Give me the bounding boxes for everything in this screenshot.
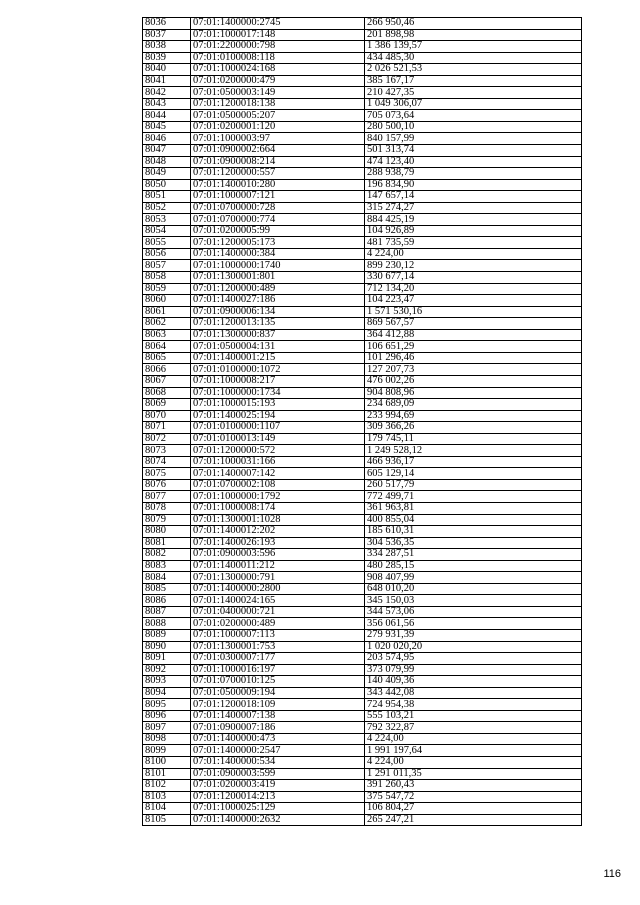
table-row <box>143 768 582 780</box>
table-row <box>143 283 582 295</box>
table-row <box>143 791 582 803</box>
table-row <box>143 676 582 688</box>
cadastral-number-cell: 07:01:1000025:129 <box>191 803 365 815</box>
row-number-cell: 8071 <box>143 422 191 434</box>
value-cell: 106 651,29 <box>365 341 582 353</box>
row-number-cell: 8080 <box>143 526 191 538</box>
row-number-cell: 8044 <box>143 110 191 122</box>
cadastral-number-cell: 07:01:1200000:557 <box>191 168 365 180</box>
value-cell: 2 026 521,53 <box>365 64 582 76</box>
row-number-cell: 8075 <box>143 468 191 480</box>
row-number-cell: 8038 <box>143 41 191 53</box>
value-cell: 1 020 020,20 <box>365 641 582 653</box>
table-row <box>143 329 582 341</box>
cadastral-number-cell: 07:01:0500005:207 <box>191 110 365 122</box>
table-row <box>143 410 582 422</box>
value-cell: 1 249 528,12 <box>365 445 582 457</box>
table-row <box>143 606 582 618</box>
table-row <box>143 272 582 284</box>
cadastral-number-cell: 07:01:0200000:479 <box>191 75 365 87</box>
row-number-cell: 8041 <box>143 75 191 87</box>
row-number-cell: 8074 <box>143 456 191 468</box>
table-row <box>143 318 582 330</box>
row-number-cell: 8089 <box>143 629 191 641</box>
page-number: 116 <box>603 868 621 880</box>
table-row <box>143 583 582 595</box>
table-row <box>143 168 582 180</box>
value-cell: 203 574,95 <box>365 653 582 665</box>
cadastral-number-cell: 07:01:1000016:197 <box>191 664 365 676</box>
table-row <box>143 260 582 272</box>
table-row <box>143 121 582 133</box>
cadastral-number-cell: 07:01:1000031:166 <box>191 456 365 468</box>
value-cell: 4 224,00 <box>365 757 582 769</box>
value-cell: 260 517,79 <box>365 479 582 491</box>
cadastral-number-cell: 07:01:1300001:801 <box>191 272 365 284</box>
cadastral-number-cell: 07:01:0900003:599 <box>191 768 365 780</box>
table-row <box>143 664 582 676</box>
row-number-cell: 8049 <box>143 168 191 180</box>
row-number-cell: 8105 <box>143 814 191 826</box>
table-row <box>143 653 582 665</box>
value-cell: 705 073,64 <box>365 110 582 122</box>
cadastral-number-cell: 07:01:1400000:473 <box>191 733 365 745</box>
value-cell: 185 610,31 <box>365 526 582 538</box>
value-cell: 391 260,43 <box>365 780 582 792</box>
row-number-cell: 8083 <box>143 560 191 572</box>
row-number-cell: 8068 <box>143 387 191 399</box>
row-number-cell: 8092 <box>143 664 191 676</box>
value-cell: 474 123,40 <box>365 156 582 168</box>
table-row <box>143 87 582 99</box>
row-number-cell: 8040 <box>143 64 191 76</box>
value-cell: 210 427,35 <box>365 87 582 99</box>
cadastral-number-cell: 07:01:1200005:173 <box>191 237 365 249</box>
value-cell: 315 274,27 <box>365 202 582 214</box>
table-row <box>143 745 582 757</box>
cadastral-number-cell: 07:01:1000015:193 <box>191 399 365 411</box>
row-number-cell: 8058 <box>143 272 191 284</box>
cadastral-number-cell: 07:01:1400000:2745 <box>191 18 365 30</box>
cadastral-number-cell: 07:01:0100008:118 <box>191 52 365 64</box>
table-row <box>143 306 582 318</box>
value-cell: 908 407,99 <box>365 572 582 584</box>
registry-table-body <box>143 18 582 826</box>
value-cell: 361 963,81 <box>365 502 582 514</box>
table-row <box>143 526 582 538</box>
table-row <box>143 29 582 41</box>
table-row <box>143 514 582 526</box>
value-cell: 179 745,11 <box>365 433 582 445</box>
table-row <box>143 422 582 434</box>
cadastral-number-cell: 07:01:2200000:798 <box>191 41 365 53</box>
cadastral-number-cell: 07:01:1200000:489 <box>191 283 365 295</box>
value-cell: 476 002,26 <box>365 375 582 387</box>
value-cell: 279 931,39 <box>365 629 582 641</box>
table-row <box>143 352 582 364</box>
value-cell: 840 157,99 <box>365 133 582 145</box>
value-cell: 266 950,46 <box>365 18 582 30</box>
value-cell: 233 994,69 <box>365 410 582 422</box>
row-number-cell: 8070 <box>143 410 191 422</box>
table-row <box>143 757 582 769</box>
cadastral-number-cell: 07:01:1000017:148 <box>191 29 365 41</box>
row-number-cell: 8090 <box>143 641 191 653</box>
value-cell: 466 936,17 <box>365 456 582 468</box>
cadastral-number-cell: 07:01:1400007:142 <box>191 468 365 480</box>
value-cell: 712 134,20 <box>365 283 582 295</box>
value-cell: 101 296,46 <box>365 352 582 364</box>
value-cell: 1 291 011,35 <box>365 768 582 780</box>
table-row <box>143 456 582 468</box>
cadastral-number-cell: 07:01:0500004:131 <box>191 341 365 353</box>
cadastral-number-cell: 07:01:0400000:721 <box>191 606 365 618</box>
row-number-cell: 8085 <box>143 583 191 595</box>
table-row <box>143 41 582 53</box>
cadastral-number-cell: 07:01:0200005:99 <box>191 225 365 237</box>
value-cell: 899 230,12 <box>365 260 582 272</box>
table-row <box>143 179 582 191</box>
cadastral-number-cell: 07:01:0100000:1107 <box>191 422 365 434</box>
value-cell: 481 735,59 <box>365 237 582 249</box>
value-cell: 330 677,14 <box>365 272 582 284</box>
table-row <box>143 145 582 157</box>
value-cell: 364 412,88 <box>365 329 582 341</box>
row-number-cell: 8096 <box>143 710 191 722</box>
row-number-cell: 8064 <box>143 341 191 353</box>
row-number-cell: 8065 <box>143 352 191 364</box>
cadastral-number-cell: 07:01:0500003:149 <box>191 87 365 99</box>
table-row <box>143 75 582 87</box>
value-cell: 104 223,47 <box>365 295 582 307</box>
cadastral-number-cell: 07:01:1400026:193 <box>191 537 365 549</box>
table-row <box>143 237 582 249</box>
row-number-cell: 8051 <box>143 191 191 203</box>
row-number-cell: 8100 <box>143 757 191 769</box>
row-number-cell: 8087 <box>143 606 191 618</box>
cadastral-number-cell: 07:01:1400001:215 <box>191 352 365 364</box>
cadastral-number-cell: 07:01:1300000:837 <box>191 329 365 341</box>
value-cell: 280 500,10 <box>365 121 582 133</box>
cadastral-number-cell: 07:01:1200014:213 <box>191 791 365 803</box>
cadastral-number-cell: 07:01:0900002:664 <box>191 145 365 157</box>
row-number-cell: 8097 <box>143 722 191 734</box>
value-cell: 400 855,04 <box>365 514 582 526</box>
row-number-cell: 8093 <box>143 676 191 688</box>
value-cell: 304 536,35 <box>365 537 582 549</box>
table-row <box>143 364 582 376</box>
cadastral-number-cell: 07:01:0900003:596 <box>191 549 365 561</box>
table-row <box>143 687 582 699</box>
row-number-cell: 8098 <box>143 733 191 745</box>
row-number-cell: 8052 <box>143 202 191 214</box>
value-cell: 385 167,17 <box>365 75 582 87</box>
value-cell: 147 657,14 <box>365 191 582 203</box>
row-number-cell: 8077 <box>143 491 191 503</box>
table-row <box>143 214 582 226</box>
cadastral-number-cell: 07:01:0200003:419 <box>191 780 365 792</box>
cadastral-number-cell: 07:01:1000008:217 <box>191 375 365 387</box>
table-row <box>143 98 582 110</box>
value-cell: 265 247,21 <box>365 814 582 826</box>
cadastral-number-cell: 07:01:0100000:1072 <box>191 364 365 376</box>
cadastral-number-cell: 07:01:1000000:1792 <box>191 491 365 503</box>
value-cell: 127 207,73 <box>365 364 582 376</box>
row-number-cell: 8053 <box>143 214 191 226</box>
row-number-cell: 8046 <box>143 133 191 145</box>
value-cell: 4 224,00 <box>365 733 582 745</box>
row-number-cell: 8103 <box>143 791 191 803</box>
value-cell: 648 010,20 <box>365 583 582 595</box>
value-cell: 904 808,96 <box>365 387 582 399</box>
cadastral-number-cell: 07:01:0200000:489 <box>191 618 365 630</box>
cadastral-number-cell: 07:01:1400010:280 <box>191 179 365 191</box>
row-number-cell: 8056 <box>143 248 191 260</box>
value-cell: 309 366,26 <box>365 422 582 434</box>
value-cell: 869 567,57 <box>365 318 582 330</box>
row-number-cell: 8055 <box>143 237 191 249</box>
value-cell: 196 834,90 <box>365 179 582 191</box>
value-cell: 104 926,89 <box>365 225 582 237</box>
row-number-cell: 8091 <box>143 653 191 665</box>
cadastral-number-cell: 07:01:0700002:108 <box>191 479 365 491</box>
row-number-cell: 8086 <box>143 595 191 607</box>
cadastral-number-cell: 07:01:1400007:138 <box>191 710 365 722</box>
value-cell: 4 224,00 <box>365 248 582 260</box>
value-cell: 1 991 197,64 <box>365 745 582 757</box>
row-number-cell: 8084 <box>143 572 191 584</box>
row-number-cell: 8060 <box>143 295 191 307</box>
row-number-cell: 8057 <box>143 260 191 272</box>
value-cell: 501 313,74 <box>365 145 582 157</box>
cadastral-number-cell: 07:01:1400027:186 <box>191 295 365 307</box>
row-number-cell: 8102 <box>143 780 191 792</box>
value-cell: 343 442,08 <box>365 687 582 699</box>
cadastral-number-cell: 07:01:1400000:534 <box>191 757 365 769</box>
row-number-cell: 8042 <box>143 87 191 99</box>
row-number-cell: 8063 <box>143 329 191 341</box>
cadastral-number-cell: 07:01:1200018:109 <box>191 699 365 711</box>
table-row <box>143 433 582 445</box>
cadastral-number-cell: 07:01:1400012:202 <box>191 526 365 538</box>
cadastral-number-cell: 07:01:1300001:753 <box>191 641 365 653</box>
row-number-cell: 8054 <box>143 225 191 237</box>
row-number-cell: 8088 <box>143 618 191 630</box>
cadastral-number-cell: 07:01:0900006:134 <box>191 306 365 318</box>
row-number-cell: 8079 <box>143 514 191 526</box>
cadastral-number-cell: 07:01:1200013:135 <box>191 318 365 330</box>
cadastral-number-cell: 07:01:1300001:1028 <box>191 514 365 526</box>
row-number-cell: 8072 <box>143 433 191 445</box>
value-cell: 375 547,72 <box>365 791 582 803</box>
table-row <box>143 399 582 411</box>
table-row <box>143 110 582 122</box>
cadastral-number-cell: 07:01:0700000:728 <box>191 202 365 214</box>
table-row <box>143 387 582 399</box>
registry-table <box>142 17 582 826</box>
table-row <box>143 375 582 387</box>
value-cell: 373 079,99 <box>365 664 582 676</box>
row-number-cell: 8062 <box>143 318 191 330</box>
row-number-cell: 8094 <box>143 687 191 699</box>
cadastral-number-cell: 07:01:1000008:174 <box>191 502 365 514</box>
value-cell: 356 061,56 <box>365 618 582 630</box>
value-cell: 106 804,27 <box>365 803 582 815</box>
cadastral-number-cell: 07:01:0700000:774 <box>191 214 365 226</box>
cadastral-number-cell: 07:01:1200018:138 <box>191 98 365 110</box>
table-row <box>143 699 582 711</box>
table-row <box>143 733 582 745</box>
table-row <box>143 191 582 203</box>
cadastral-number-cell: 07:01:0200001:120 <box>191 121 365 133</box>
table-row <box>143 479 582 491</box>
cadastral-number-cell: 07:01:1400025:194 <box>191 410 365 422</box>
cadastral-number-cell: 07:01:1000007:113 <box>191 629 365 641</box>
cadastral-number-cell: 07:01:0900008:214 <box>191 156 365 168</box>
table-row <box>143 341 582 353</box>
table-row <box>143 18 582 30</box>
value-cell: 605 129,14 <box>365 468 582 480</box>
value-cell: 344 573,06 <box>365 606 582 618</box>
cadastral-number-cell: 07:01:1400000:384 <box>191 248 365 260</box>
cadastral-number-cell: 07:01:1400011:212 <box>191 560 365 572</box>
cadastral-number-cell: 07:01:1400000:2632 <box>191 814 365 826</box>
row-number-cell: 8050 <box>143 179 191 191</box>
table-row <box>143 156 582 168</box>
row-number-cell: 8061 <box>143 306 191 318</box>
cadastral-number-cell: 07:01:0700010:125 <box>191 676 365 688</box>
value-cell: 234 689,09 <box>365 399 582 411</box>
table-row <box>143 641 582 653</box>
cadastral-number-cell: 07:01:1400024:165 <box>191 595 365 607</box>
value-cell: 724 954,38 <box>365 699 582 711</box>
value-cell: 792 322,87 <box>365 722 582 734</box>
value-cell: 288 938,79 <box>365 168 582 180</box>
value-cell: 1 386 139,57 <box>365 41 582 53</box>
table-row <box>143 468 582 480</box>
cadastral-number-cell: 07:01:1000003:97 <box>191 133 365 145</box>
table-row <box>143 225 582 237</box>
value-cell: 140 409,36 <box>365 676 582 688</box>
value-cell: 434 485,30 <box>365 52 582 64</box>
table-row <box>143 560 582 572</box>
table-row <box>143 133 582 145</box>
value-cell: 555 103,21 <box>365 710 582 722</box>
cadastral-number-cell: 07:01:0100013:149 <box>191 433 365 445</box>
table-row <box>143 52 582 64</box>
table-row <box>143 814 582 826</box>
cadastral-number-cell: 07:01:1000024:168 <box>191 64 365 76</box>
table-row <box>143 710 582 722</box>
cadastral-number-cell: 07:01:1300000:791 <box>191 572 365 584</box>
row-number-cell: 8067 <box>143 375 191 387</box>
row-number-cell: 8037 <box>143 29 191 41</box>
row-number-cell: 8047 <box>143 145 191 157</box>
row-number-cell: 8036 <box>143 18 191 30</box>
cadastral-number-cell: 07:01:1400000:2547 <box>191 745 365 757</box>
table-row <box>143 549 582 561</box>
table-row <box>143 803 582 815</box>
table-row <box>143 202 582 214</box>
row-number-cell: 8069 <box>143 399 191 411</box>
row-number-cell: 8078 <box>143 502 191 514</box>
table-row <box>143 780 582 792</box>
table-row <box>143 629 582 641</box>
row-number-cell: 8039 <box>143 52 191 64</box>
row-number-cell: 8059 <box>143 283 191 295</box>
value-cell: 1 049 306,07 <box>365 98 582 110</box>
value-cell: 1 571 530,16 <box>365 306 582 318</box>
row-number-cell: 8104 <box>143 803 191 815</box>
row-number-cell: 8099 <box>143 745 191 757</box>
cadastral-number-cell: 07:01:1000007:121 <box>191 191 365 203</box>
value-cell: 334 287,51 <box>365 549 582 561</box>
cadastral-number-cell: 07:01:1200000:572 <box>191 445 365 457</box>
row-number-cell: 8081 <box>143 537 191 549</box>
table-row <box>143 491 582 503</box>
row-number-cell: 8073 <box>143 445 191 457</box>
cadastral-number-cell: 07:01:0300007:177 <box>191 653 365 665</box>
row-number-cell: 8043 <box>143 98 191 110</box>
cadastral-number-cell: 07:01:1400000:2800 <box>191 583 365 595</box>
row-number-cell: 8048 <box>143 156 191 168</box>
row-number-cell: 8045 <box>143 121 191 133</box>
row-number-cell: 8076 <box>143 479 191 491</box>
value-cell: 772 499,71 <box>365 491 582 503</box>
table-row <box>143 595 582 607</box>
table-row <box>143 722 582 734</box>
row-number-cell: 8101 <box>143 768 191 780</box>
value-cell: 201 898,98 <box>365 29 582 41</box>
table-row <box>143 572 582 584</box>
row-number-cell: 8082 <box>143 549 191 561</box>
row-number-cell: 8095 <box>143 699 191 711</box>
table-row <box>143 295 582 307</box>
row-number-cell: 8066 <box>143 364 191 376</box>
cadastral-number-cell: 07:01:0500009:194 <box>191 687 365 699</box>
table-row <box>143 537 582 549</box>
value-cell: 480 285,15 <box>365 560 582 572</box>
table-row <box>143 248 582 260</box>
value-cell: 884 425,19 <box>365 214 582 226</box>
cadastral-number-cell: 07:01:1000000:1740 <box>191 260 365 272</box>
table-row <box>143 618 582 630</box>
value-cell: 345 150,03 <box>365 595 582 607</box>
cadastral-number-cell: 07:01:1000000:1734 <box>191 387 365 399</box>
table-row <box>143 64 582 76</box>
cadastral-number-cell: 07:01:0900007:186 <box>191 722 365 734</box>
table-row <box>143 445 582 457</box>
table-row <box>143 502 582 514</box>
